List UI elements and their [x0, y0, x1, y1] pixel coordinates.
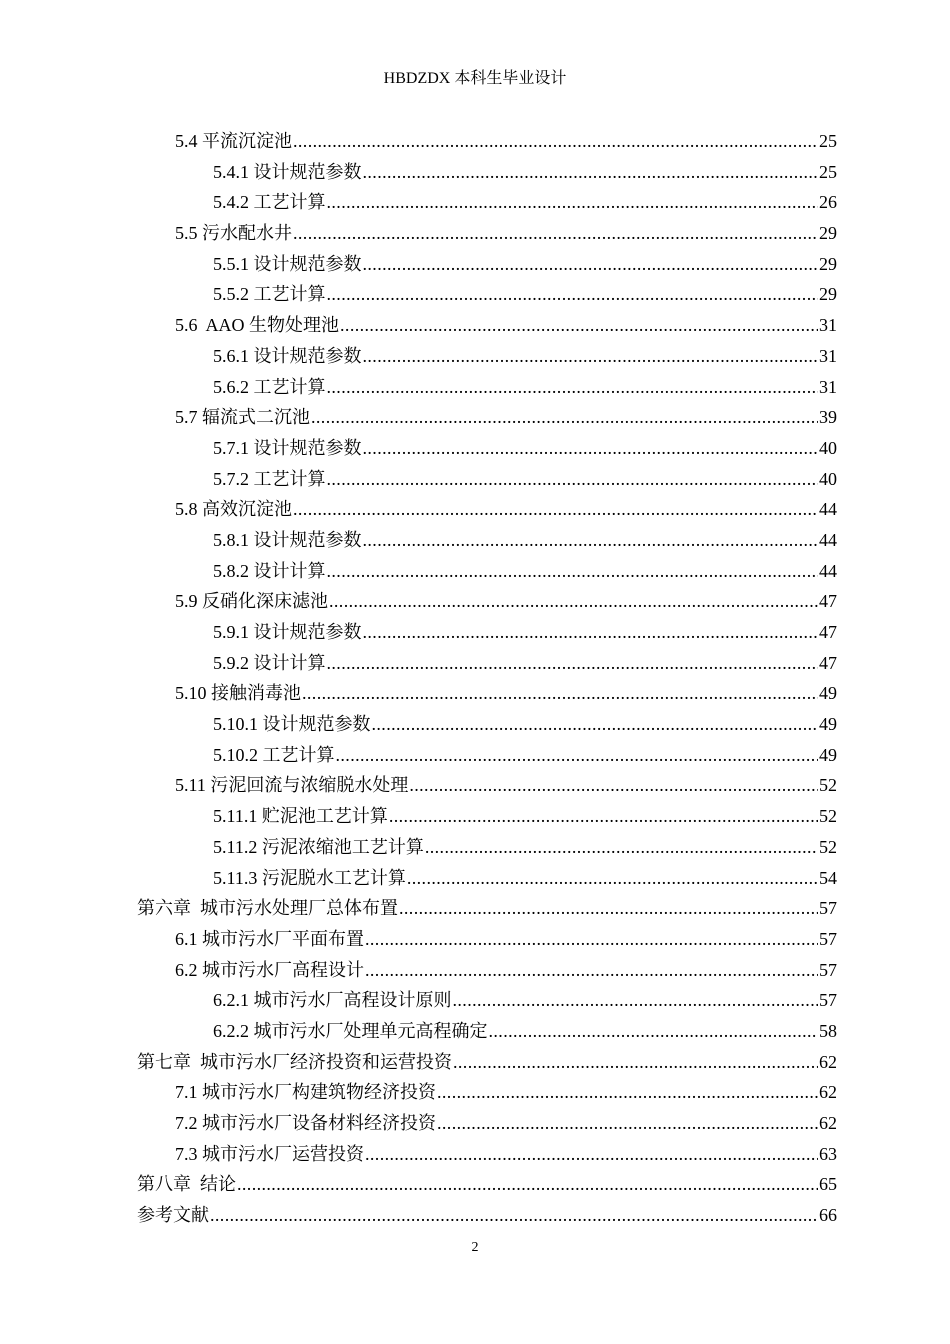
- toc-entry-page: 54: [819, 867, 837, 888]
- toc-entry-title: 5.11 污泥回流与浓缩脱水处理: [175, 775, 409, 796]
- toc-dot-leader: [237, 1169, 818, 1200]
- toc-dot-leader: [453, 1047, 818, 1078]
- toc-entry-title: 5.8 高效沉淀池: [175, 499, 292, 520]
- toc-dot-leader: [365, 1139, 818, 1170]
- toc-entry-page: 47: [819, 622, 837, 642]
- toc-entry-page: 47: [819, 652, 837, 673]
- toc-entry[interactable]: [137, 832, 837, 863]
- toc-entry[interactable]: [137, 126, 837, 157]
- toc-entry-page: 26: [819, 192, 837, 213]
- toc-entry[interactable]: [137, 893, 837, 924]
- toc-entry-page: 44: [819, 560, 837, 581]
- toc-entry-title: 5.5.1 设计规范参数: [213, 253, 362, 274]
- toc-entry[interactable]: [137, 863, 837, 894]
- toc-dot-leader: [327, 187, 819, 218]
- toc-entry[interactable]: [137, 279, 837, 310]
- toc-entry-page: 31: [819, 376, 837, 397]
- toc-entry[interactable]: [137, 402, 837, 433]
- toc-entry-page: 31: [819, 345, 837, 366]
- toc-entry-title: 5.6 AAO 生物处理池: [175, 315, 340, 336]
- toc-entry[interactable]: [137, 494, 837, 525]
- toc-entry-page: 62: [819, 1051, 837, 1072]
- toc-dot-leader: [363, 525, 819, 556]
- toc-dot-leader: [437, 1077, 818, 1108]
- toc-entry-page: 49: [819, 683, 837, 704]
- toc-entry[interactable]: [137, 1139, 837, 1170]
- toc-entry-title: 5.6.1 设计规范参数: [213, 345, 362, 366]
- toc-entry[interactable]: [137, 433, 837, 464]
- toc-entry[interactable]: [137, 1047, 837, 1078]
- toc-entry-title: 5.8.2 设计计算: [213, 560, 326, 581]
- toc-entry-title: 6.1 城市污水厂平面布置: [175, 928, 364, 949]
- toc-dot-leader: [489, 1016, 819, 1047]
- toc-entry[interactable]: [137, 924, 837, 955]
- toc-entry-page: 52: [819, 775, 837, 796]
- toc-entry[interactable]: [137, 525, 837, 556]
- toc-entry[interactable]: [137, 1108, 837, 1139]
- toc-entry-title: 第八章 结论: [137, 1174, 236, 1195]
- toc-entry-page: 57: [819, 928, 837, 949]
- toc-entry-title: 5.4.2 工艺计算: [213, 192, 326, 213]
- toc-entry-page: 44: [819, 499, 837, 520]
- toc-dot-leader: [210, 1200, 818, 1231]
- toc-entry[interactable]: [137, 1169, 837, 1200]
- toc-entry[interactable]: [137, 1016, 837, 1047]
- toc-entry-title: 5.10.1 设计规范参数: [213, 714, 371, 735]
- toc-entry-title: 5.7 辐流式二沉池: [175, 407, 310, 428]
- toc-dot-leader: [311, 402, 818, 433]
- toc-entry-page: 39: [819, 407, 837, 428]
- toc-entry-page: 29: [819, 284, 837, 305]
- toc-dot-leader: [437, 1108, 818, 1139]
- toc-entry-title: 6.2.1 城市污水厂高程设计原则: [213, 990, 452, 1011]
- toc-entry[interactable]: [137, 249, 837, 280]
- toc-entry-page: 65: [819, 1174, 837, 1195]
- toc-entry[interactable]: [137, 1200, 837, 1231]
- toc-entry-title: 5.4 平流沉淀池: [175, 131, 292, 151]
- toc-entry-title: 5.9 反硝化深床滤池: [175, 591, 328, 612]
- toc-entry-page: 63: [819, 1143, 837, 1164]
- table-of-contents: [137, 126, 837, 1231]
- toc-entry[interactable]: [137, 310, 837, 341]
- toc-dot-leader: [336, 740, 819, 771]
- toc-dot-leader: [327, 648, 819, 679]
- toc-entry-page: 52: [819, 806, 837, 827]
- toc-entry-title: 7.3 城市污水厂运营投资: [175, 1143, 364, 1164]
- toc-entry-title: 5.8.1 设计规范参数: [213, 529, 362, 550]
- toc-entry[interactable]: [137, 586, 837, 617]
- toc-entry-title: 第七章 城市污水厂经济投资和运营投资: [137, 1051, 452, 1072]
- toc-dot-leader: [293, 126, 818, 157]
- toc-entry[interactable]: [137, 187, 837, 218]
- toc-dot-leader: [409, 770, 818, 801]
- running-header: HBDZDX 本科生毕业设计: [383, 70, 567, 87]
- toc-entry-title: 5.11.2 污泥浓缩池工艺计算: [213, 836, 424, 857]
- toc-dot-leader: [363, 157, 819, 188]
- toc-entry-title: 5.6.2 工艺计算: [213, 376, 326, 397]
- toc-dot-leader: [365, 924, 818, 955]
- toc-dot-leader: [399, 893, 818, 924]
- toc-entry-title: 5.11.3 污泥脱水工艺计算: [213, 867, 406, 888]
- toc-dot-leader: [293, 494, 818, 525]
- toc-entry-page: 25: [819, 161, 837, 182]
- toc-entry[interactable]: [137, 372, 837, 403]
- toc-entry[interactable]: [137, 464, 837, 495]
- toc-entry-title: 5.11.1 贮泥池工艺计算: [213, 806, 388, 827]
- toc-entry-title: 参考文献: [137, 1205, 209, 1226]
- toc-entry-page: 25: [819, 131, 837, 151]
- toc-entry-page: 49: [819, 744, 837, 765]
- toc-entry-page: 44: [819, 529, 837, 550]
- toc-entry-page: 62: [819, 1113, 837, 1133]
- toc-entry-title: 5.9.1 设计规范参数: [213, 622, 362, 642]
- toc-entry-page: 31: [819, 315, 837, 336]
- toc-entry-page: 47: [819, 591, 837, 612]
- toc-entry-title: 5.7.1 设计规范参数: [213, 437, 362, 458]
- toc-entry[interactable]: [137, 648, 837, 679]
- toc-dot-leader: [372, 709, 819, 740]
- toc-entry-page: 57: [819, 959, 837, 980]
- toc-dot-leader: [363, 341, 819, 372]
- toc-dot-leader: [293, 218, 818, 249]
- toc-dot-leader: [407, 863, 818, 894]
- toc-entry-page: 57: [819, 898, 837, 919]
- toc-entry-title: 5.10.2 工艺计算: [213, 744, 335, 765]
- toc-entry[interactable]: [137, 556, 837, 587]
- toc-entry-page: 57: [819, 990, 837, 1011]
- toc-entry-page: 62: [819, 1082, 837, 1103]
- toc-entry-title: 7.1 城市污水厂构建筑物经济投资: [175, 1082, 436, 1103]
- toc-entry-title: 6.2 城市污水厂高程设计: [175, 959, 364, 980]
- toc-entry-title: 5.7.2 工艺计算: [213, 468, 326, 489]
- toc-dot-leader: [425, 832, 818, 863]
- toc-entry-title: 6.2.2 城市污水厂处理单元高程确定: [213, 1020, 488, 1041]
- toc-entry[interactable]: [137, 218, 837, 249]
- toc-entry[interactable]: [137, 341, 837, 372]
- toc-entry[interactable]: [137, 740, 837, 771]
- toc-dot-leader: [365, 955, 818, 986]
- toc-entry-title: 5.9.2 设计计算: [213, 652, 326, 673]
- toc-entry-page: 52: [819, 836, 837, 857]
- toc-dot-leader: [340, 310, 818, 341]
- toc-dot-leader: [327, 464, 819, 495]
- toc-dot-leader: [327, 372, 819, 403]
- toc-entry-title: 5.5 污水配水井: [175, 223, 292, 244]
- toc-entry[interactable]: [137, 801, 837, 832]
- toc-entry[interactable]: [137, 770, 837, 801]
- toc-dot-leader: [302, 678, 818, 709]
- toc-entry[interactable]: [137, 955, 837, 986]
- toc-entry-page: 40: [819, 437, 837, 458]
- toc-entry-page: 58: [819, 1020, 837, 1041]
- toc-entry-page: 29: [819, 253, 837, 274]
- toc-dot-leader: [363, 249, 819, 280]
- toc-entry[interactable]: [137, 678, 837, 709]
- toc-dot-leader: [327, 279, 819, 310]
- toc-entry[interactable]: [137, 617, 837, 648]
- toc-dot-leader: [363, 617, 819, 648]
- toc-entry[interactable]: [137, 985, 837, 1016]
- toc-dot-leader: [329, 586, 818, 617]
- toc-dot-leader: [453, 985, 819, 1016]
- toc-entry-page: 40: [819, 468, 837, 489]
- toc-entry-title: 第六章 城市污水处理厂总体布置: [137, 898, 398, 919]
- toc-entry-title: 5.10 接触消毒池: [175, 683, 301, 704]
- toc-dot-leader: [389, 801, 818, 832]
- toc-entry[interactable]: [137, 1077, 837, 1108]
- toc-entry-title: 5.5.2 工艺计算: [213, 284, 326, 305]
- toc-entry-page: 49: [819, 714, 837, 735]
- toc-dot-leader: [327, 556, 819, 587]
- toc-dot-leader: [363, 433, 819, 464]
- toc-entry[interactable]: [137, 157, 837, 188]
- toc-entry-page: 29: [819, 223, 837, 244]
- page-number: 2: [471, 1240, 479, 1255]
- toc-entry-title: 7.2 城市污水厂设备材料经济投资: [175, 1113, 436, 1133]
- toc-entry-page: 66: [819, 1205, 837, 1226]
- toc-entry-title: 5.4.1 设计规范参数: [213, 161, 362, 182]
- toc-entry[interactable]: [137, 709, 837, 740]
